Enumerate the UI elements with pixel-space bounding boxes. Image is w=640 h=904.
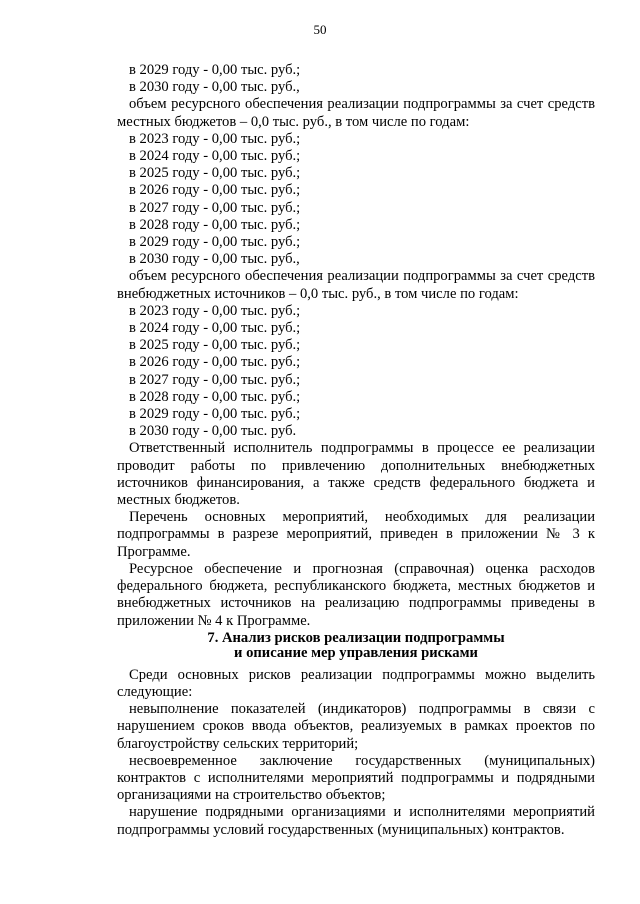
section-heading	[117, 631, 595, 661]
year-line: в 2024 году - 0,00 тыс. руб.;	[129, 320, 301, 337]
risk-item: нарушение подрядными организациями и исполнителями мероприятий подпрограммы условий государственных (муниципальных) контрактов.	[117, 804, 595, 838]
local-budget-paragraph: объем ресурсного обеспечения реализации подпрограммы за счет средств местных бюджетов – 0,0 тыс. руб., в том числе по годам:	[117, 96, 595, 130]
resources-paragraph: Ресурсное обеспечение и прогнозная (справочная) оценка расходов федерального бюджета, республиканского бюджета, местных бюджетов и внебюджетных источников на реализацию подпрограммы приведены в приложении № 4 к Программе.	[117, 560, 595, 629]
year-line: в 2023 году - 0,00 тыс. руб.;	[129, 130, 301, 147]
risk-item: несвоевременное заключение государственных (муниципальных) контрактов с исполнителями мероприятий подпрограммы и подрядными организациями на строительство объектов;	[117, 752, 595, 804]
activities-list-paragraph: Перечень основных мероприятий, необходимых для реализации подпрограммы в разрезе мероприятий, приведен в приложении № 3 к Программе.	[117, 509, 595, 560]
year-line: в 2025 году - 0,00 тыс. руб.;	[129, 337, 301, 354]
document-body	[117, 62, 595, 839]
section-heading-line-2: и описание мер управления рисками	[234, 644, 478, 661]
extrabudget-paragraph: объем ресурсного обеспечения реализации подпрограммы за счет средств внебюджетных источников – 0,0 тыс. руб., в том числе по годам:	[117, 268, 595, 302]
page-number: 50	[313, 22, 327, 37]
year-line: в 2027 году - 0,00 тыс. руб.;	[129, 199, 301, 216]
year-line: в 2030 году - 0,00 тыс. руб.	[129, 423, 297, 440]
year-line: в 2030 году - 0,00 тыс. руб.,	[129, 251, 300, 268]
year-line: в 2024 году - 0,00 тыс. руб.;	[129, 148, 301, 165]
year-line: в 2025 году - 0,00 тыс. руб.;	[129, 165, 301, 182]
section-heading-line-1: 7. Анализ рисков реализации подпрограммы	[207, 629, 505, 646]
risks-intro-paragraph: Среди основных рисков реализации подпрограммы можно выделить следующие:	[117, 666, 595, 700]
year-line: в 2029 году - 0,00 тыс. руб.;	[129, 234, 301, 251]
year-line: в 2028 году - 0,00 тыс. руб.;	[129, 388, 301, 405]
year-line: в 2027 году - 0,00 тыс. руб.;	[129, 371, 301, 388]
year-line: в 2028 году - 0,00 тыс. руб.;	[129, 216, 301, 233]
year-line: в 2026 году - 0,00 тыс. руб.;	[129, 182, 301, 199]
year-line: в 2029 году - 0,00 тыс. руб.;	[129, 406, 301, 423]
year-line: в 2023 году - 0,00 тыс. руб.;	[129, 302, 301, 319]
executor-paragraph: Ответственный исполнитель подпрограммы в процессе ее реализации проводит работы по привлечению дополнительных внебюджетных источников финансирования, а также средств федерального бюджета и местных бюджетов.	[117, 440, 595, 509]
year-line: в 2029 году - 0,00 тыс. руб.;	[129, 62, 301, 78]
risk-item: невыполнение показателей (индикаторов) подпрограммы в связи с нарушением сроков ввода объектов, реализуемых в рамках проектов по благоустройству сельских территорий;	[117, 701, 595, 752]
year-line: в 2026 году - 0,00 тыс. руб.;	[129, 354, 301, 371]
year-line: в 2030 году - 0,00 тыс. руб.,	[129, 79, 300, 96]
